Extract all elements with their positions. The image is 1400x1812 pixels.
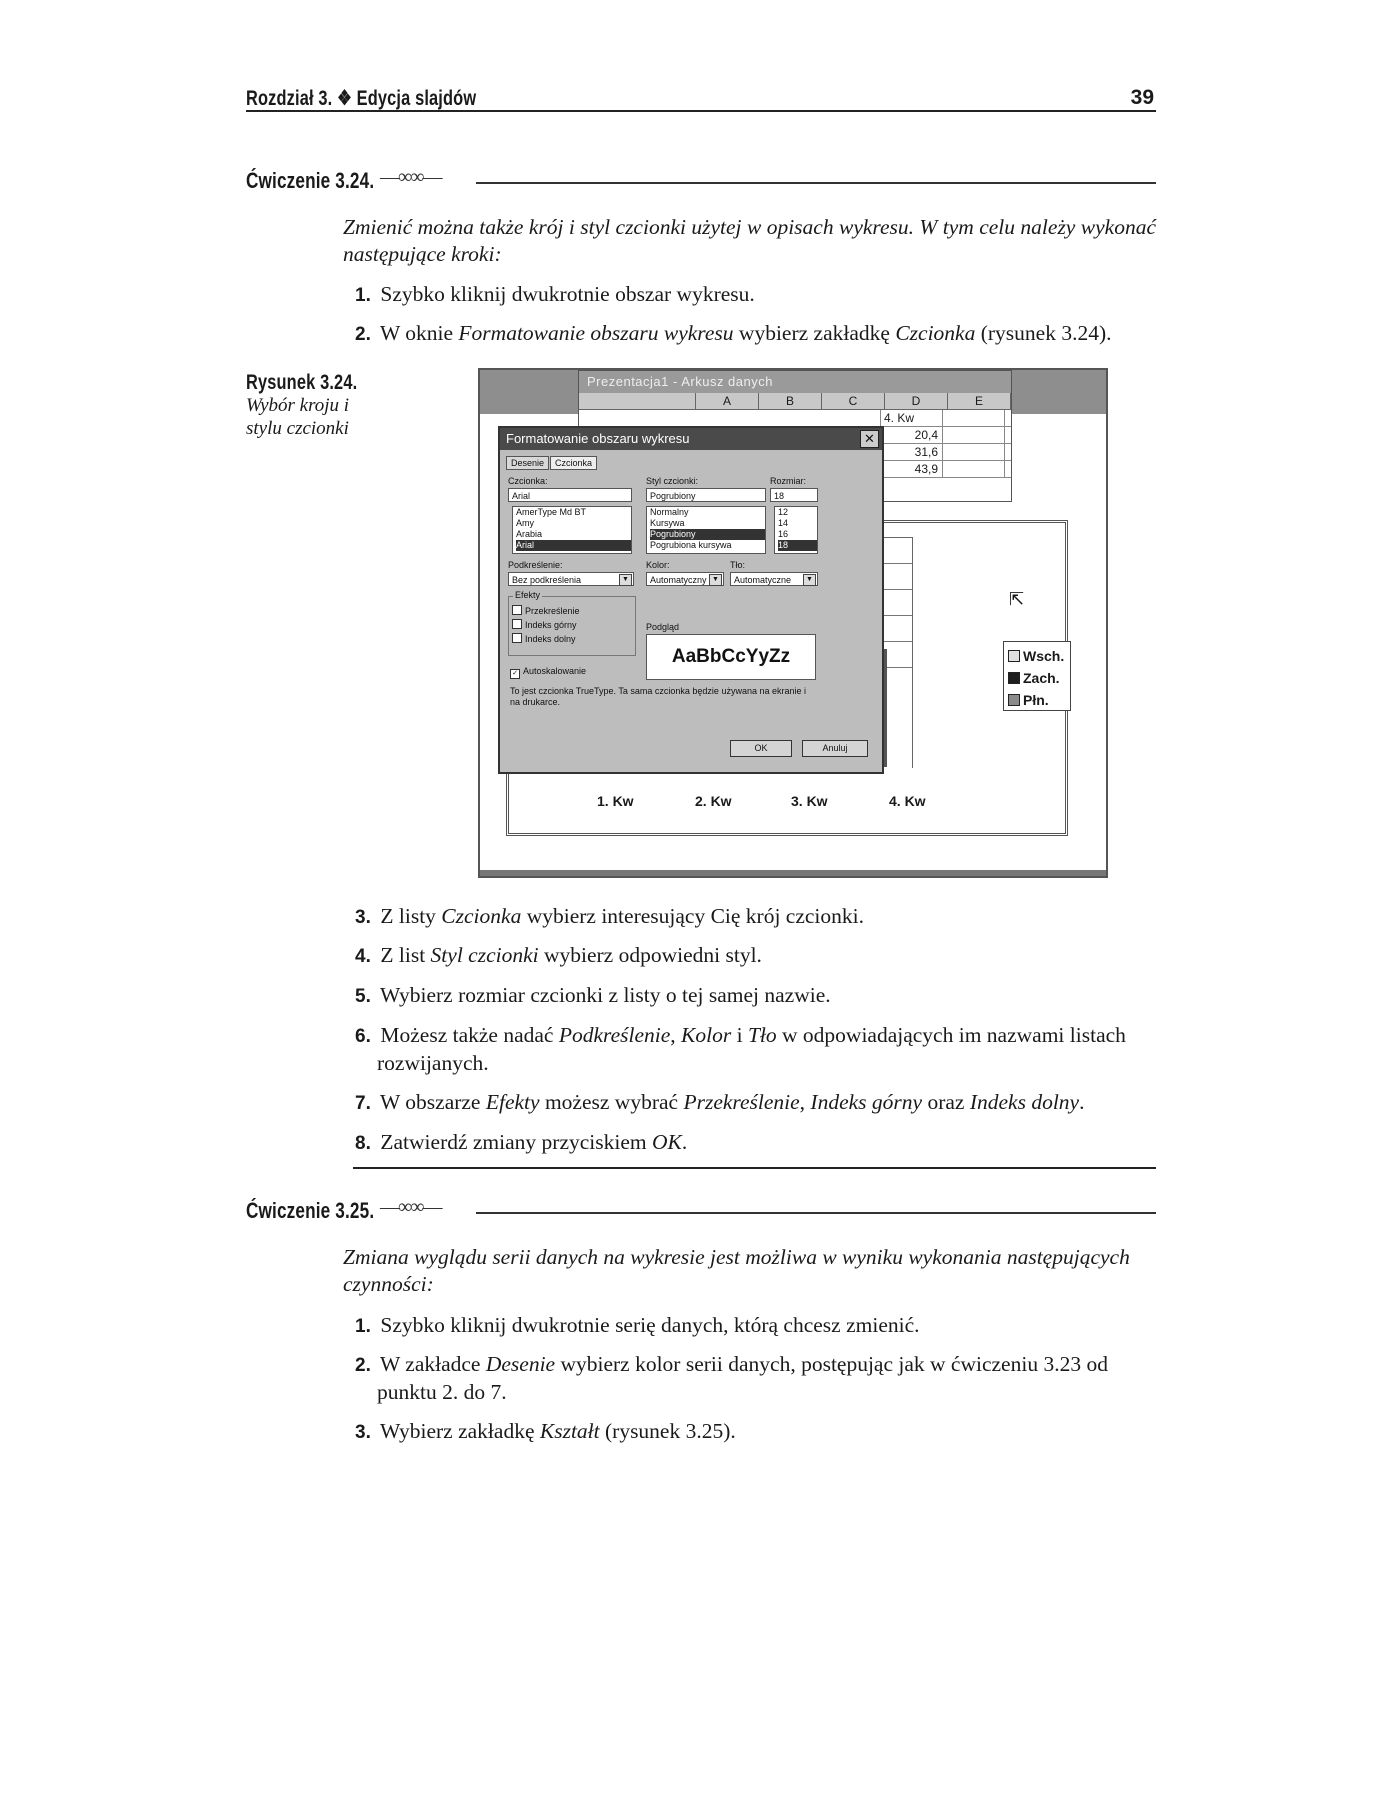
cancel-button[interactable]: Anuluj	[802, 740, 868, 757]
list-item[interactable]: 18	[778, 540, 817, 551]
checkbox-strikethrough[interactable]: Przekreślenie	[512, 605, 635, 616]
figure-caption: Wybór kroju i stylu czcionki	[246, 395, 350, 439]
color-select[interactable]: Automatyczny ▼	[646, 572, 724, 586]
column-header[interactable]: A	[696, 393, 759, 409]
style-label: Styl czcionki:	[646, 476, 699, 486]
exercise-title: Ćwiczenie 3.24.	[246, 168, 375, 193]
datasheet-cell[interactable]: 20,4	[881, 427, 943, 443]
legend-entry: Płn.	[1008, 689, 1070, 711]
list-item[interactable]: Kursywa	[650, 518, 685, 528]
chart-legend[interactable]	[1003, 641, 1071, 711]
figure-label: Rysunek 3.24.	[246, 371, 358, 394]
list-item[interactable]: Arial	[516, 540, 631, 551]
header-rule	[246, 110, 1156, 112]
step-item: 2. W oknie Formatowanie obszaru wykresu wybierz zakładkę Czcionka (rysunek 3.24).	[355, 321, 1112, 345]
x-tick-label: 2. Kw	[695, 793, 732, 809]
color-label: Kolor:	[646, 560, 670, 570]
legend-entry: Wsch.	[1008, 645, 1070, 667]
font-input[interactable]: Arial	[508, 488, 632, 502]
datasheet-cell[interactable]: 4. Kw	[881, 410, 943, 426]
ornament-icon: —∞∞—	[380, 166, 441, 188]
checkbox-subscript[interactable]: Indeks dolny	[512, 633, 635, 644]
format-chart-area-dialog	[498, 426, 884, 774]
datasheet-title: Prezentacja1 - Arkusz danych	[579, 371, 1011, 393]
underline-label: Podkreślenie:	[508, 560, 563, 570]
underline-select[interactable]: Bez podkreślenia ▼	[508, 572, 634, 586]
list-item[interactable]: Amy	[516, 518, 534, 528]
preview-label: Podgląd	[646, 622, 680, 632]
list-item[interactable]: 14	[778, 518, 789, 528]
screenshot-shadow	[480, 870, 1106, 876]
x-tick-label: 1. Kw	[597, 793, 634, 809]
running-header: Rozdział 3. ❖ Edycja slajdów	[246, 87, 477, 110]
datasheet-column-headers	[579, 393, 1011, 410]
chevron-down-icon: ▼	[709, 574, 722, 586]
datasheet-cell[interactable]: 31,6	[881, 444, 943, 460]
step-item: 6. Możesz także nadać Podkreślenie, Kolor i Tło w odpowiadających im nazwami listach rozwijanych.	[355, 1023, 1126, 1075]
background-select[interactable]: Automatyczne ▼	[730, 572, 818, 586]
ok-button[interactable]: OK	[730, 740, 792, 757]
x-tick-label: 3. Kw	[791, 793, 828, 809]
step-item: 7. W obszarze Efekty możesz wybrać Przekreślenie, Indeks górny oraz Indeks dolny.	[355, 1090, 1085, 1114]
step-item: 8. Zatwierdź zmiany przyciskiem OK.	[355, 1130, 688, 1154]
effects-group: Efekty Przekreślenie Indeks górny Indeks dolny	[508, 596, 636, 656]
list-item[interactable]: Arabia	[516, 529, 543, 539]
step-item: 2. W zakładce Desenie wybierz kolor serii danych, postępując jak w ćwiczeniu 3.23 od punktu 2. do 7.	[355, 1352, 1108, 1404]
column-header[interactable]: D	[885, 393, 948, 409]
figure-screenshot	[478, 368, 1108, 878]
size-list[interactable]	[774, 506, 818, 554]
list-item[interactable]: Pogrubiony	[650, 529, 765, 540]
exercise-rule	[476, 1212, 1156, 1214]
size-label: Rozmiar:	[770, 476, 807, 486]
tab-desenie[interactable]: Desenie	[506, 456, 549, 470]
list-item[interactable]: AmerType Md BT	[516, 507, 587, 517]
checkbox-superscript[interactable]: Indeks górny	[512, 619, 635, 630]
datasheet-row	[579, 410, 1011, 427]
mouse-cursor-icon: ⇱	[1009, 589, 1025, 610]
font-label: Czcionka:	[508, 476, 548, 486]
exercise-title: Ćwiczenie 3.25.	[246, 1198, 375, 1223]
chevron-down-icon: ▼	[803, 574, 816, 586]
page-number: 39	[1130, 86, 1154, 109]
step-item: 3. Z listy Czcionka wybierz interesujący Cię krój czcionki.	[355, 904, 865, 928]
font-list[interactable]	[512, 506, 632, 554]
style-input[interactable]: Pogrubiony	[646, 488, 766, 502]
checkbox-autoscale[interactable]: ✓ Autoskalowanie	[510, 666, 586, 679]
dialog-title: Formatowanie obszaru wykresu	[500, 428, 882, 450]
section-separator	[353, 1167, 1156, 1169]
tab-czcionka[interactable]: Czcionka	[550, 456, 597, 470]
column-header[interactable]: C	[822, 393, 885, 409]
column-header[interactable]: E	[948, 393, 1011, 409]
chevron-down-icon: ▼	[619, 574, 632, 586]
background-label: Tło:	[730, 560, 746, 570]
step-item: 3. Wybierz zakładkę Kształt (rysunek 3.25).	[355, 1419, 736, 1443]
close-icon[interactable]: ✕	[860, 430, 879, 448]
column-header[interactable]: B	[759, 393, 822, 409]
step-item: 1. Szybko kliknij dwukrotnie obszar wykresu.	[355, 282, 755, 306]
list-item[interactable]: 12	[778, 507, 789, 517]
list-item[interactable]: Pogrubiona kursywa	[650, 540, 732, 550]
x-tick-label: 4. Kw	[889, 793, 926, 809]
font-preview: AaBbCcYyZz	[646, 634, 816, 680]
exercise-rule	[476, 182, 1156, 184]
exercise-intro: Zmienić można także krój i styl czcionki użytej w opisach wykresu. W tym celu należy wykonać następujące kroki:	[343, 215, 1156, 266]
exercise-intro: Zmiana wyglądu serii danych na wykresie jest możliwa w wyniku wykonania następujących czynności:	[343, 1245, 1130, 1296]
datasheet-cell[interactable]: 43,9	[881, 461, 943, 477]
style-list[interactable]	[646, 506, 766, 554]
list-item[interactable]: 16	[778, 529, 789, 539]
step-item: 4. Z list Styl czcionki wybierz odpowiedni styl.	[355, 943, 762, 967]
font-info-text: To jest czcionka TrueType. Ta sama czcionka będzie używana na ekranie i na drukarce.	[510, 686, 806, 707]
size-input[interactable]: 18	[770, 488, 818, 502]
step-item: 1. Szybko kliknij dwukrotnie serię danych, którą chcesz zmienić.	[355, 1313, 920, 1337]
step-item: 5. Wybierz rozmiar czcionki z listy o tej samej nazwie.	[355, 983, 831, 1007]
legend-entry: Zach.	[1008, 667, 1070, 689]
ornament-icon: —∞∞—	[380, 1196, 441, 1218]
list-item[interactable]: Normalny	[650, 507, 689, 517]
